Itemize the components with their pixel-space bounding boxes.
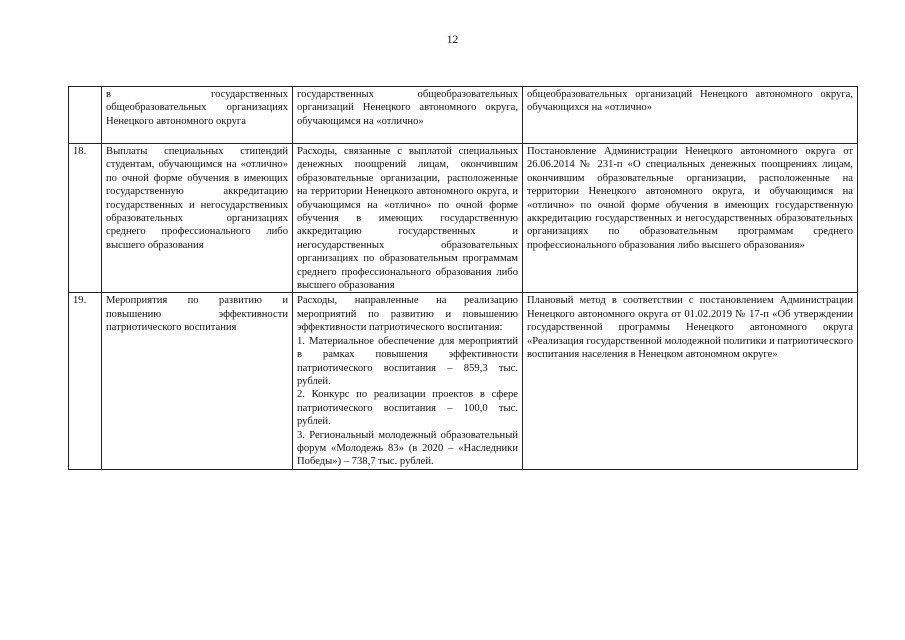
row-description — [293, 293, 523, 469]
budget-table — [68, 86, 858, 470]
description-paragraph: государственных общеобразовательных организаций Ненецкого автономного округа, обучающимся на «отлично» — [297, 89, 518, 127]
description-paragraph: Расходы, связанные с выплатой специальных денежных поощрений лицам, окончившим образовательные организации, расположенные на территории Ненецкого автономного округа, и обучающимся на «отлично» по очной форме обучения в имеющих государственную аккредитацию государственных и негосударственных образовательных организациях по образовательным программам среднего профессионального образования либо высшего образования — [297, 146, 518, 292]
page-number: 12 — [446, 34, 459, 46]
row-description — [293, 87, 523, 144]
row-name: Мероприятия по развитию и повышению эффективности патриотического воспитания — [102, 293, 293, 469]
row-legal-basis: Плановый метод в соответствии с постановлением Администрации Ненецкого автономного округа от 01.02.2019 № 17-п «Об утверждении государственной программы Ненецкого автономного округа «Реализация государственной молодежной политики и патриотического воспитания населения в Ненецком автономном округе» — [523, 293, 858, 469]
description-paragraph: 1. Материальное обеспечение для мероприятий в рамках повышения эффективности патриотического воспитания – 859,3 тыс. рублей. — [297, 335, 518, 387]
row-number — [69, 87, 102, 144]
row-name: Выплаты специальных стипендий студентам, обучающимся на «отлично» по очной форме обучения в имеющих государственную аккредитацию государственных и негосударственных образовательных организациях среднего профессионального либо высшего образования — [102, 144, 293, 293]
row-name: в государственных общеобразовательных организациях Ненецкого автономного округа — [102, 87, 293, 144]
table-row — [69, 144, 858, 293]
row-number: 19. — [69, 293, 102, 469]
row-legal-basis: общеобразовательных организаций Ненецкого автономного округа, обучающихся на «отлично» — [523, 87, 858, 144]
row-number: 18. — [69, 144, 102, 293]
row-legal-basis: Постановление Администрации Ненецкого автономного округа от 26.06.2014 № 231-п «О специальных денежных поощрениях лицам, окончившим образовательные организации, расположенные на территории Ненецкого автономного округа, и обучающимся на «отлично» по очной форме обучения в имеющих государственную аккредитацию государственных и негосударственных образовательных организациях по образовательным программам среднего профессионального образования либо высшего образования» — [523, 144, 858, 293]
row-description — [293, 144, 523, 293]
description-paragraph: 3. Региональный молодежный образовательный форум «Молодежь 83» (в 2020 – «Наследники Победы») – 738,7 тыс. рублей. — [297, 429, 518, 468]
table-row — [69, 87, 858, 144]
table-row — [69, 293, 858, 469]
description-paragraph: Расходы, направленные на реализацию мероприятий по развитию и повышению эффективности патриотического воспитания: — [297, 295, 518, 334]
description-paragraph: 2. Конкурс по реализации проектов в сфере патриотического воспитания – 100,0 тыс. рублей. — [297, 389, 518, 428]
